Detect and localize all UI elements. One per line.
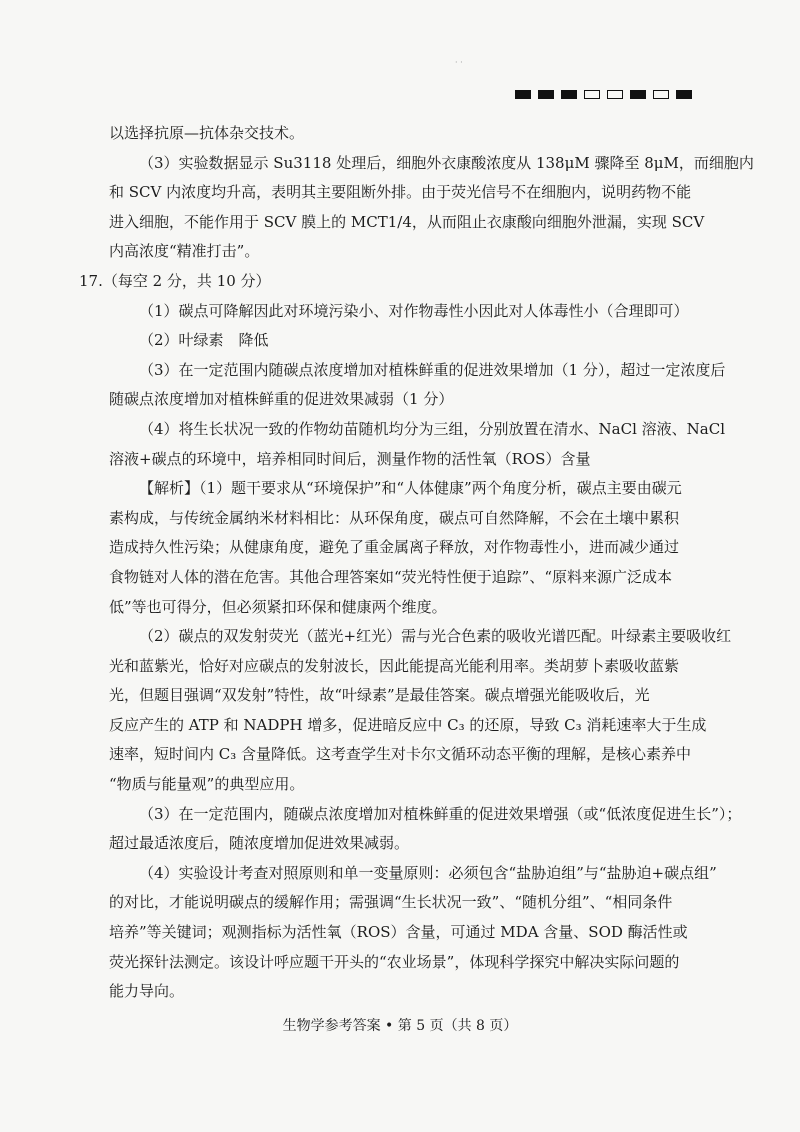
- text-line: 造成持久性污染；从健康角度，避免了重金属离子释放，对作物毒性小，进而减少通过: [109, 538, 680, 557]
- text-line: 和 SCV 内浓度均升高，表明其主要阻断外排。由于荧光信号不在细胞内，说明药物不能: [109, 183, 692, 202]
- text-line: （4）实验设计考查对照原则和单一变量原则：必须包含“盐胁迫组”与“盐胁迫+碳点组”: [139, 863, 717, 882]
- text-line: 的对比，才能说明碳点的缓解作用；需强调“生长状况一致”、“随机分组”、“相同条件: [109, 893, 673, 912]
- filled-block-mark: [515, 90, 531, 99]
- filled-block-mark: [676, 90, 692, 99]
- text-line: （2）碳点的双发射荧光（蓝光+红光）需与光合色素的吸收光谱匹配。叶绿素主要吸收红: [139, 627, 732, 646]
- text-line: 溶液+碳点的环境中，培养相同时间后，测量作物的活性氧（ROS）含量: [109, 449, 591, 468]
- text-line: 超过最适浓度后，随浓度增加促进效果减弱。: [109, 834, 410, 853]
- text-line: 食物链对人体的潜在危害。其他合理答案如“荧光特性便于追踪”、“原料来源广泛成本: [109, 567, 673, 586]
- filled-block-mark: [561, 90, 577, 99]
- text-line: “物质与能量观”的典型应用。: [109, 775, 305, 794]
- text-line: （1）碳点可降解因此对环境污染小、对作物毒性小因此对人体毒性小（合理即可）: [139, 301, 689, 320]
- text-line: （3）在一定范围内随碳点浓度增加对植株鲜重的促进效果增加（1 分），超过一定浓度后: [139, 360, 726, 379]
- analysis-heading-line: 【解析】（1）题干要求从“环境保护”和“人体健康”两个角度分析，碳点主要由碳元: [139, 479, 682, 498]
- empty-block-mark: [653, 90, 669, 99]
- text-line: 培养”等关键词；观测指标为活性氧（ROS）含量，可通过 MDA 含量、SOD 酶活性或: [109, 923, 688, 942]
- page-footer: 生物学参考答案 • 第 5 页（共 8 页）: [282, 1018, 518, 1034]
- text-line: 速率，短时间内 C₃ 含量降低。这考查学生对卡尔文循环动态平衡的理解，是核心素养中: [109, 745, 692, 764]
- text-line: （3）在一定范围内，随碳点浓度增加对植株鲜重的促进效果增强（或“低浓度促进生长”）；: [139, 804, 742, 823]
- text-line: 反应产生的 ATP 和 NADPH 增多，促进暗反应中 C₃ 的还原，导致 C₃ 消耗速率大于生成: [109, 715, 707, 734]
- text-line: 低”等也可得分，但必须紧扣环保和健康两个维度。: [109, 597, 447, 616]
- text-line: 光，但题目强调“双发射”特性，故“叶绿素”是最佳答案。碳点增强光能吸收后，光: [109, 686, 650, 705]
- text-line: （3）实验数据显示 Su3118 处理后，细胞外衣康酸浓度从 138μM 骤降至 8μM，而细胞内: [139, 153, 754, 172]
- text-line: 随碳点浓度增加对植株鲜重的促进效果减弱（1 分）: [109, 390, 454, 409]
- text-line: 以选择抗原—抗体杂交技术。: [109, 124, 305, 142]
- answer-text-body: [79, 119, 754, 1007]
- filled-block-mark: [538, 90, 554, 99]
- text-line: 荧光探针法测定。该设计呼应题干开头的“农业场景”，体现科学探究中解决实际问题的: [109, 952, 680, 971]
- text-line: 内高浓度“精准打击”。: [109, 242, 260, 261]
- text-line: （2）叶绿素 降低: [139, 331, 269, 350]
- text-line: 素构成，与传统金属纳米材料相比：从环保角度，碳点可自然降解，不会在土壤中累积: [109, 508, 680, 527]
- empty-block-mark: [584, 90, 600, 99]
- question-17-heading: 17.（每空 2 分，共 10 分）: [79, 271, 271, 290]
- top-speck: · ·: [455, 58, 463, 67]
- text-line: 能力导向。: [109, 982, 185, 1001]
- text-line: （4）将生长状况一致的作物幼苗随机均分为三组，分别放置在清水、NaCl 溶液、NaCl: [139, 419, 725, 438]
- empty-block-mark: [607, 90, 623, 99]
- filled-block-mark: [630, 90, 646, 99]
- text-line: 进入细胞，不能作用于 SCV 膜上的 MCT1/4，从而阻止衣康酸向细胞外泄漏，实现 SCV: [109, 212, 705, 231]
- text-line: 光和蓝紫光，恰好对应碳点的发射波长，因此能提高光能利用率。类胡萝卜素吸收蓝紫: [109, 656, 680, 675]
- page-marker-blocks: [515, 90, 692, 99]
